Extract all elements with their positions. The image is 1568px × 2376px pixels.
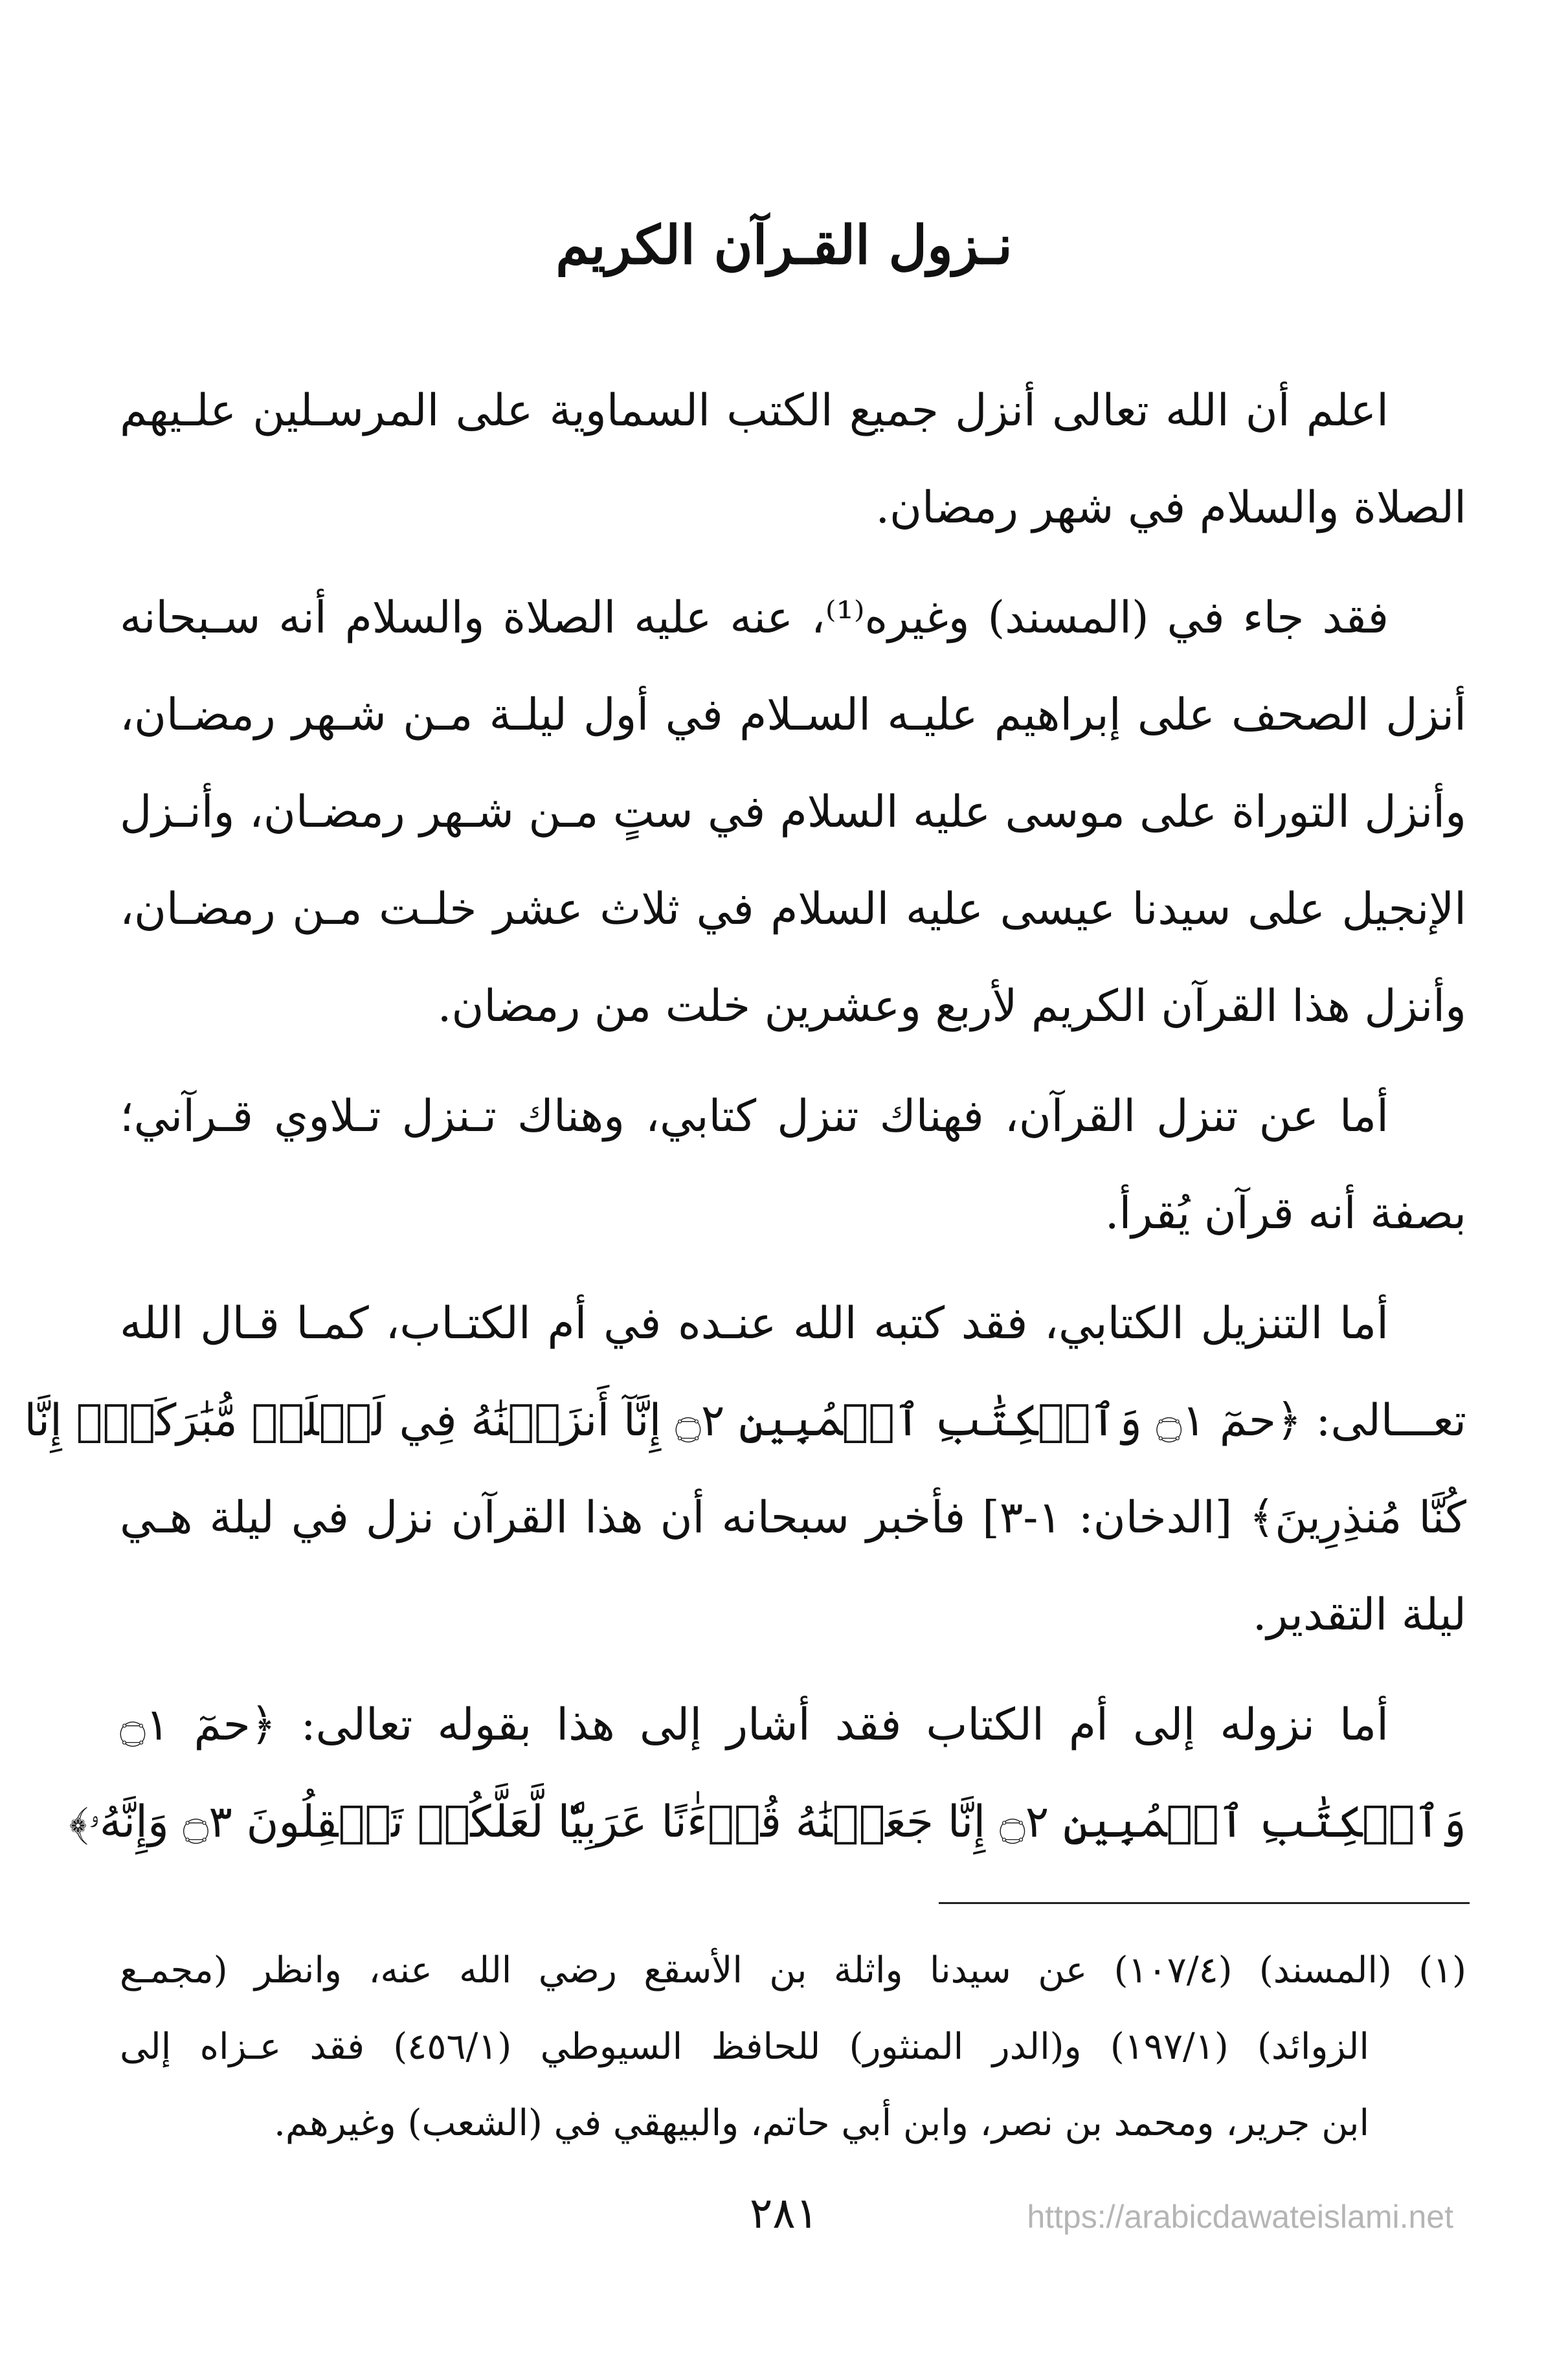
text-line: كُنَّا مُنذِرِينَ﴾ [الدخان: ١-٣] فأخبر سبحانه أن هذا القرآن نزل في ليلة هـي xyxy=(120,1492,1466,1543)
page-number: ٢٨١ xyxy=(749,2188,819,2238)
text-line: وأنزل هذا القرآن الكريم لأربع وعشرين خلت من رمضان. xyxy=(437,981,1466,1032)
paragraph xyxy=(24,1275,1466,1664)
text-line: أنزل الصحف على إبراهيم عليـه السـلام في أول ليلـة مـن شـهر رمضـان، xyxy=(120,689,1466,741)
text-line: فقد جاء في (المسند) وغيره⁽¹⁾، عنه عليه الصلاة والسلام أنه سـبحانه xyxy=(120,592,1389,644)
watermark-url: https://arabicdawateislami.net xyxy=(1027,2199,1453,2235)
footnote-line: الزوائد) (١٩٧/١) و(الدر المنثور) للحافظ السيوطي (٤٥٦/١) فقد عـزاه إلى xyxy=(120,2026,1369,2068)
text-line: الإنجيل على سيدنا عيسى عليه السلام في ثلاث عشر خلـت مـن رمضـان، xyxy=(120,884,1466,935)
text-line: بصفة أنه قرآن يُقرأ. xyxy=(1104,1188,1466,1239)
footnote-line: (١) (المسند) (١٠٧/٤) عن سيدنا واثلة بن الأسقع رضي الله عنه، وانظر (مجمـع xyxy=(120,1949,1466,1991)
quran-verse-line: تعـــالى: ﴿حمٓ ۝١ وَٱلۡكِتَٰبِ ٱلۡمُبِينِ ۝٢ إِنَّآ أَنزَلۡنَٰهُ فِي لَيۡلَةٖ مُّبَٰرَكَةٍۚ إِنَّا xyxy=(24,1395,1466,1446)
paragraph xyxy=(120,1068,1466,1262)
paragraph xyxy=(69,1677,1466,1871)
footnote-line: ابن جرير، ومحمد بن نصر، وابن أبي حاتم، والبيهقي في (الشعب) وغيرهم. xyxy=(274,2102,1369,2144)
text-line: اعلم أن الله تعالى أنزل جميع الكتب السماوية على المرسـلين علـيهم xyxy=(120,385,1389,436)
text-line: وأنزل التوراة على موسى عليه السلام في ستٍ مـن شـهر رمضـان، وأنـزل xyxy=(120,787,1466,838)
text-line: أما التنزيل الكتابي، فقد كتبه الله عنـده في أم الكتـاب، كمـا قـال الله xyxy=(120,1298,1389,1349)
text-line: أما عن تنزل القرآن، فهناك تنزل كتابي، وهناك تـنزل تـلاوي قـرآني؛ xyxy=(120,1091,1389,1142)
footnotes xyxy=(120,1933,1466,2162)
paragraph xyxy=(120,570,1466,1055)
quran-verse-line: وَٱلۡكِتَٰبِ ٱلۡمُبِينِ ۝٢ إِنَّا جَعَلۡنَٰهُ قُرۡءَٰنًا عَرَبِيّٗا لَّعَلَّكُمۡ تَعۡقِلُونَ ۝٣ وَإِنَّهُۥ﴾ xyxy=(69,1797,1466,1848)
body-text xyxy=(24,363,1466,1884)
text-line: ليلة التقدير. xyxy=(1252,1589,1466,1641)
text-line: الصلاة والسلام في شهر رمضان. xyxy=(875,482,1466,533)
paragraph xyxy=(120,363,1466,557)
page-title: نـزول القـرآن الكريم xyxy=(555,214,1013,276)
footnote-divider xyxy=(939,1902,1470,1904)
text-line: أما نزوله إلى أم الكتاب فقد أشار إلى هذا بقوله تعالى: ﴿حمٓ ۝١ xyxy=(120,1699,1389,1751)
